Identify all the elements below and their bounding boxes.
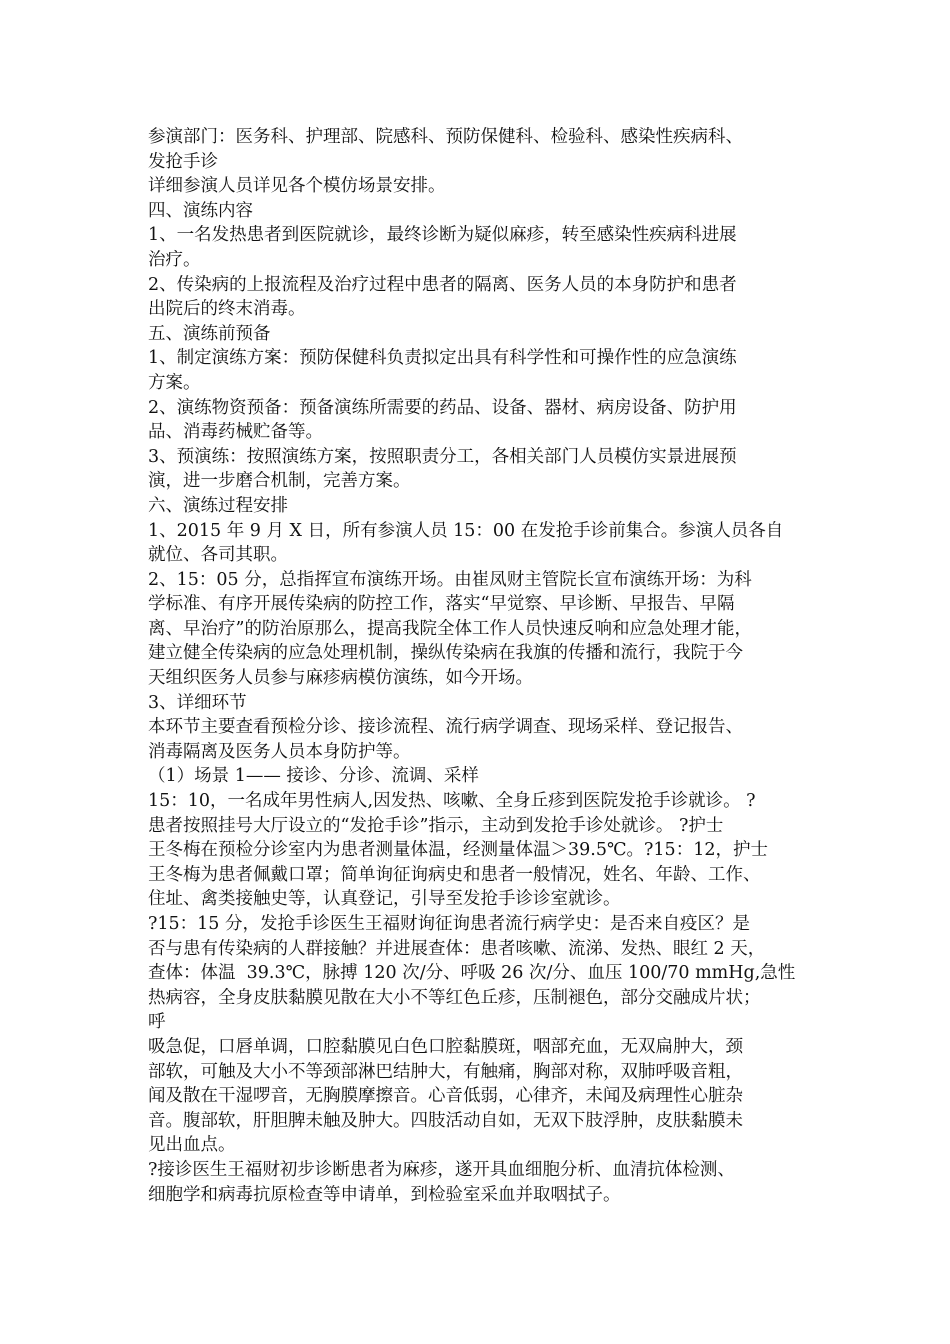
text-line: 吸急促，口唇单调，口腔黏膜见白色口腔黏膜斑，咽部充血，无双扁肿大，颈 [148,1036,743,1057]
text-line: 品、消毒药械贮备等。 [148,422,323,443]
section-heading: 六、演练过程安排 [148,495,288,516]
text-line: 热病容，全身皮肤黏膜见散在大小不等红色丘疹，压制褪色，部分交融成片状； [148,987,761,1008]
text-line: 1、2015 年 9 月 X 日，所有参演人员 15：00 在发抢手诊前集合。参演人员各自 [148,520,784,541]
text-line: ?15：15 分，发抢手诊医生王福财询征询患者流行病学史：是否来自疫区？是 [148,914,750,934]
text-line: ?接诊医生王福财初步诊断患者为麻疹，遂开具血细胞分析、血清抗体检测、 [148,1159,735,1180]
text-line: 2、15：05 分，总指挥宣布演练开场。由崔凤财主管院长宣布演练开场：为科 [148,569,752,590]
text-line: 患者按照挂号大厅设立的“发抢手诊”指示，主动到发抢手诊处就诊。 ?护士 [148,815,724,836]
text-line: 部软，可触及大小不等颈部淋巴结肿大，有触痛，胸部对称，双肺呼吸音粗， [148,1061,743,1082]
text-line: 建立健全传染病的应急处理机制，操纵传染病在我旗的传播和流行，我院于今 [148,643,743,664]
text-line: 离、早治疗”的防治原那么，提高我院全体工作人员快速反响和应急处理才能， [148,618,752,639]
text-line: 发抢手诊 [148,151,218,172]
text-line: 2、传染病的上报流程及治疗过程中患者的隔离、医务人员的本身防护和患者 [148,274,737,295]
text-line: （1）场景 1—— 接诊、分诊、流调、采样 [148,766,479,787]
text-line: 1、一名发热患者到医院就诊，最终诊断为疑似麻疹，转至感染性疾病科进展 [148,225,737,246]
text-line: 音。腹部软，肝胆脾未触及肿大。四肢活动自如，无双下肢浮肿，皮肤黏膜未 [148,1110,743,1131]
text-line: 15：10，一名成年男性病人,因发热、咳嗽、全身丘疹到医院发抢手诊就诊。 ? [148,791,756,812]
text-line: 就位、各司其职。 [148,545,288,566]
text-line: 王冬梅为患者佩戴口罩；简单询征询病史和患者一般情况，姓名、年龄、工作、 [148,864,761,885]
document-body [148,125,818,1207]
text-line: 否与患有传染病的人群接触？并进展查体：患者咳嗽、流涕、发热、眼红 2 天， [148,938,766,959]
text-line: 查体：体温 39.3℃，脉搏 120 次/分、呼吸 26 次/分、血压 100/70 mmHg,急性 [148,963,796,984]
text-line: 1、制定演练方案：预防保健科负责拟定出具有科学性和可操作性的应急演练 [148,348,737,369]
text-line: 演，进一步磨合机制，完善方案。 [148,471,411,492]
text-line: 见出血点。 [148,1135,236,1156]
text-line: 消毒隔离及医务人员本身防护等。 [148,741,411,762]
section-heading: 四、演练内容 [148,200,253,221]
text-line: 3、预演练：按照演练方案，按照职责分工，各相关部门人员模仿实景进展预 [148,446,737,467]
text-line: 王冬梅在预检分诊室内为患者测量体温，经测量体温＞39.5℃。?15：12，护士 [148,840,768,861]
text-line: 详细参演人员详见各个模仿场景安排。 [148,176,446,197]
text-line: 住址、禽类接触史等，认真登记，引导至发抢手诊诊室就诊。 [148,889,621,910]
text-line: 呼 [148,1012,166,1033]
text-line: 学标准、有序开展传染病的防控工作，落实“早觉察、早诊断、早报告、早隔 [148,594,735,615]
section-heading: 五、演练前预备 [148,323,271,344]
text-line: 天组织医务人员参与麻疹病模仿演练，如今开场。 [148,668,533,689]
text-line: 出院后的终末消毒。 [148,299,306,320]
text-line: 治疗。 [148,249,201,270]
text-line: 方案。 [148,372,201,393]
text-line: 3、详细环节 [148,692,247,713]
text-line: 2、演练物资预备：预备演练所需要的药品、设备、器材、病房设备、防护用 [148,397,737,418]
text-line: 闻及散在干湿啰音，无胸膜摩擦音。心音低弱，心律齐，未闻及病理性心脏杂 [148,1086,743,1107]
text-line: 本环节主要查看预检分诊、接诊流程、流行病学调查、现场采样、登记报告、 [148,717,743,738]
text-line: 细胞学和病毒抗原检查等申请单，到检验室采血并取咽拭子。 [148,1184,621,1205]
text-line: 参演部门：医务科、护理部、院感科、预防保健科、检验科、感染性疾病科、 [148,127,743,147]
